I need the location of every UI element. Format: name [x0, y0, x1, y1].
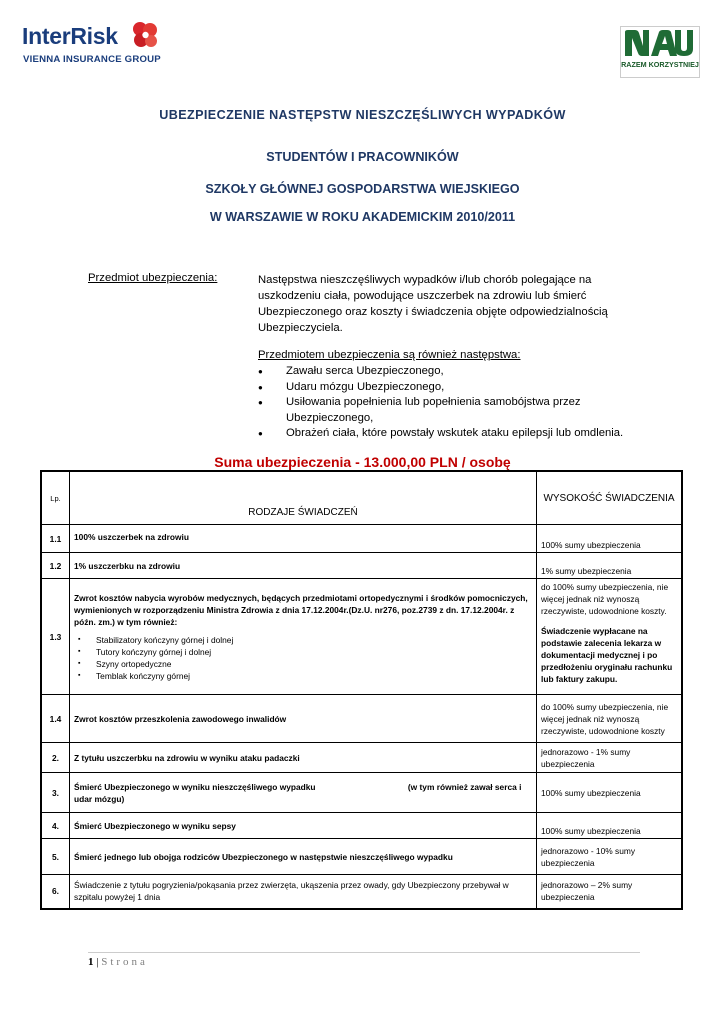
row-type: 1% uszczerbku na zdrowiu — [70, 553, 537, 579]
title-line-2: STUDENTÓW I PRACOWNIKÓW — [266, 150, 459, 164]
row-type-extra: (w tym również zawał serca i udar mózgu) — [74, 781, 522, 804]
sum-insured: Suma ubezpieczenia - 13.000,00 PLN / osobę — [214, 454, 511, 470]
title-line-3: SZKOŁY GŁÓWNEJ GOSPODARSTWA WIEJSKIEGO — [205, 182, 520, 196]
row-lp: 4. — [41, 813, 70, 839]
nau-letters-icon — [623, 28, 695, 58]
table-header-row — [41, 471, 682, 525]
row-lp: 1.4 — [41, 695, 70, 743]
row-amount: 100% sumy ubezpieczenia — [537, 813, 683, 839]
row-type: Z tytułu uszczerbku na zdrowiu w wyniku ataku padaczki — [70, 743, 537, 773]
row-lp: 1.2 — [41, 553, 70, 579]
row-amount: 100% sumy ubezpieczenia — [537, 773, 683, 813]
nau-tagline: RAZEM KORZYSTNIEJ — [621, 60, 699, 69]
table-row — [41, 813, 682, 839]
logo-brand-name: InterRisk — [22, 23, 118, 49]
row-type: Śmierć Ubezpieczonego w wyniku sepsy — [70, 813, 537, 839]
row-type-cell — [70, 773, 537, 813]
row-amount: 100% sumy ubezpieczenia — [537, 525, 683, 553]
row-amount: do 100% sumy ubezpieczenia, nie więcej jednak niż wynoszą rzeczywiste, udowodnione koszty. — [541, 582, 669, 616]
table-row — [41, 525, 682, 553]
table-row — [41, 743, 682, 773]
row-lp: 1.1 — [41, 525, 70, 553]
row-type: Zwrot kosztów nabycia wyrobów medycznych, będących przedmiotami ortopedycznymi i środków pomocniczych, wymienionych w rozporządzeniu Ministra Zdrowia z dnia 17.12.2004r.(Dz.U. nr276, poz.2739 z dn. 17.12.2004r. z późn. zm.) w tym również: — [74, 592, 528, 627]
header-lp: Lp. — [41, 471, 70, 525]
row-type-cell — [70, 579, 537, 695]
list-item: ▪ Stabilizatory kończyny górnej i dolnej — [96, 634, 532, 646]
page-footer — [88, 956, 148, 968]
row-amount: jednorazowo – 2% sumy ubezpieczenia — [537, 875, 683, 909]
subject-label: Przedmiot ubezpieczenia: — [88, 272, 218, 284]
row-type: Śmierć Ubezpieczonego w wyniku nieszczęśliwego wypadku — [74, 781, 316, 792]
page-label: Strona — [101, 956, 148, 968]
table-row — [41, 553, 682, 579]
also-heading: Przedmiotem ubezpieczenia są również następstwa: — [258, 349, 521, 361]
document-title: UBEZPIECZENIE NASTĘPSTW NIESZCZĘŚLIWYCH WYPADKÓW — [159, 108, 566, 122]
footer-divider — [88, 952, 640, 953]
subject-text: Następstwa nieszczęśliwych wypadków i/lub chorób polegające na uszkodzeniu ciała, powodujące uszczerbek na zdrowiu lub śmierć Ubezpieczonego oraz koszty i świadczenia objęte odpowiedzialnością Ubezpieczyciela. — [258, 274, 608, 334]
list-item: ● Udaru mózgu Ubezpieczonego, — [258, 380, 638, 396]
row-lp: 5. — [41, 839, 70, 875]
table-row — [41, 695, 682, 743]
list-item: ● Obrażeń ciała, które powstały wskutek ataku epilepsji lub omdlenia. — [258, 426, 638, 442]
benefits-table — [40, 470, 683, 910]
row-type: Świadczenie z tytułu pogryzienia/pokąsania przez zwierzęta, ukąszenia przez owady, gdy Ubezpieczony przebywał w szpitalu powyżej 1 dnia — [70, 875, 537, 909]
flower-icon — [128, 20, 160, 50]
table-row — [41, 773, 682, 813]
row-amount-note: Świadczenie wypłacane na podstawie zalecenia lekarza w dokumentacji medycznej i po przedłożeniu oryginału rachunku lub faktury zakupu. — [541, 626, 673, 684]
logo-subtitle: VIENNA INSURANCE GROUP — [23, 54, 161, 65]
row-lp: 2. — [41, 743, 70, 773]
header-type: RODZAJE ŚWIADCZEŃ — [70, 471, 537, 525]
page-number: 1 — [88, 956, 94, 968]
row-type: Śmierć jednego lub obojga rodziców Ubezpieczonego w następstwie nieszczęśliwego wypadku — [70, 839, 537, 875]
table-row — [41, 579, 682, 695]
device-list — [74, 634, 532, 682]
nau-logo — [620, 26, 700, 80]
table-row — [41, 875, 682, 909]
row-lp: 1.3 — [41, 579, 70, 695]
row-amount: jednorazowo - 10% sumy ubezpieczenia — [537, 839, 683, 875]
row-lp: 3. — [41, 773, 70, 813]
row-amount: 1% sumy ubezpieczenia — [537, 553, 683, 579]
row-type: Zwrot kosztów przeszkolenia zawodowego inwalidów — [70, 695, 537, 743]
row-amount: do 100% sumy ubezpieczenia, nie więcej jednak niż wynoszą rzeczywiste, udowodnione koszty — [537, 695, 683, 743]
footer-separator: | — [93, 956, 102, 968]
row-type: 100% uszczerbek na zdrowiu — [70, 525, 537, 553]
header-amount: WYSOKOŚĆ ŚWIADCZENIA — [537, 471, 683, 525]
list-item: ▪ Tutory kończyny górnej i dolnej — [96, 646, 532, 658]
row-amount: jednorazowo - 1% sumy ubezpieczenia — [537, 743, 683, 773]
list-item: ● Zawału serca Ubezpieczonego, — [258, 364, 638, 380]
title-line-4: W WARSZAWIE W ROKU AKADEMICKIM 2010/2011 — [209, 210, 516, 224]
row-amount-cell — [537, 579, 683, 695]
list-item: ▪ Szyny ortopedyczne — [96, 658, 532, 670]
row-lp: 6. — [41, 875, 70, 909]
list-item: ● Usiłowania popełnienia lub popełnienia samobójstwa przez Ubezpieczonego, — [258, 395, 638, 426]
interrisk-logo — [22, 18, 162, 74]
table-row — [41, 839, 682, 875]
also-list — [258, 364, 638, 442]
list-item: ▪ Temblak kończyny górnej — [96, 670, 532, 682]
